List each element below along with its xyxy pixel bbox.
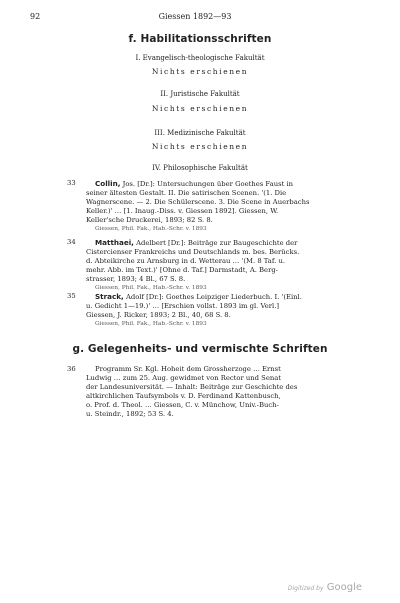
faculty-heading: II. Juristische Fakultät: [160, 90, 240, 98]
entry-text: Jos. [Dr.]: Untersuchungen über Goethes Faust in: [120, 180, 294, 188]
entry-author: Matthaei,: [95, 238, 134, 247]
entry-text: u. Gedicht 1—19.)' … [Erschien vollst. 1893 im gl. Verl.]: [86, 302, 280, 311]
running-title: Giessen 1892—93: [158, 12, 232, 21]
entry-text: Keller.)' … [1. Inaug.-Diss. v. Giessen 1892]. Giessen, W.: [86, 207, 279, 216]
entry-text: seiner ältesten Gestalt. II. Die satirischen Scenen. '(1. Die: [86, 189, 287, 198]
entry-text: d. Abteikirche zu Arnsburg in d. Wetterau … '(M. 8 Taf. u.: [86, 257, 285, 266]
digitized-by-label: Digitized by: [287, 585, 324, 592]
google-logo-text: Google: [326, 582, 362, 593]
entry-note: Giessen, Phil. Fak., Hab.-Schr. v. 1893: [95, 285, 207, 292]
entry-author: Collin,: [95, 179, 121, 188]
entry-text: Adolf [Dr.]: Goethes Leipziger Liederbuch. I. '(Einl.: [123, 293, 302, 301]
entry-text: mehr. Abb. im Text.)' [Ohne d. Taf.] Darmstadt, A. Berg-: [86, 266, 278, 275]
entry-text: Adelbert [Dr.]: Beiträge zur Baugeschichte der: [133, 239, 298, 247]
faculty-heading: IV. Philosophische Fakultät: [152, 164, 248, 172]
section-title-gelegenheitsschriften: g. Gelegenheits- und vermischte Schriften: [72, 343, 328, 355]
entry-text: Wagnerscene. — 2. Die Schülerscene. 3. Die Scene in Auerbachs: [86, 198, 310, 207]
faculty-status: Nichts erschienen: [151, 67, 249, 76]
entry-text: o. Prof. d. Theol. … Giessen, C. v. Münchow, Univ.-Buch-: [86, 401, 279, 410]
faculty-heading: I. Evangelisch-theologische Fakultät: [135, 54, 265, 62]
entry-note: Giessen, Phil. Fak., Hab.-Schr. v. 1893: [95, 321, 207, 328]
entry-text: Ludwig … zum 25. Aug. gewidmet von Rector und Senat: [86, 374, 282, 383]
page-header: [30, 12, 360, 24]
bibliography-entry: [67, 365, 366, 420]
digitized-by-google-watermark: [288, 582, 362, 593]
entry-text: altkirchlichen Taufsymbols v. D. Ferdinand Kattenbusch,: [86, 392, 281, 401]
entry-text: Programm Sr. Kgl. Hoheit dem Grossherzoge … Ernst: [95, 365, 281, 373]
entry-number: 34: [67, 238, 76, 246]
entry-number: 35: [67, 292, 76, 300]
section-title-habilitationsschriften: f. Habilitationsschriften: [128, 33, 272, 45]
bibliography-entry: [67, 238, 366, 294]
bibliography-entry: [67, 179, 366, 235]
entry-note: Giessen, Phil. Fak., Hab.-Schr. v. 1893: [95, 226, 207, 233]
entry-text: Keller'sche Druckerei, 1893; 82 S. 8.: [86, 216, 213, 225]
page-number: 92: [30, 12, 41, 21]
entry-number: 33: [67, 179, 76, 187]
bibliography-entry: [67, 292, 366, 329]
entry-text: u. Steindr., 1892; 53 S. 4.: [86, 410, 174, 419]
entry-number: 36: [67, 365, 76, 373]
entry-author: Strack,: [95, 292, 124, 301]
entry-text: Cistercienser Frankreichs und Deutschlands m. bes. Berücks.: [86, 248, 300, 257]
entry-text: strasser, 1893; 4 Bl., 67 S. 8.: [86, 275, 186, 284]
faculty-heading: III. Medizinische Fakultät: [154, 129, 246, 137]
faculty-status: Nichts erschienen: [151, 142, 249, 151]
entry-text: der Landesuniversität. — Inhalt: Beiträge zur Geschichte des: [86, 383, 298, 392]
faculty-status: Nichts erschienen: [151, 104, 249, 113]
entry-text: Giessen, J. Ricker, 1893; 2 Bl., 40, 68 S. 8.: [86, 311, 231, 320]
